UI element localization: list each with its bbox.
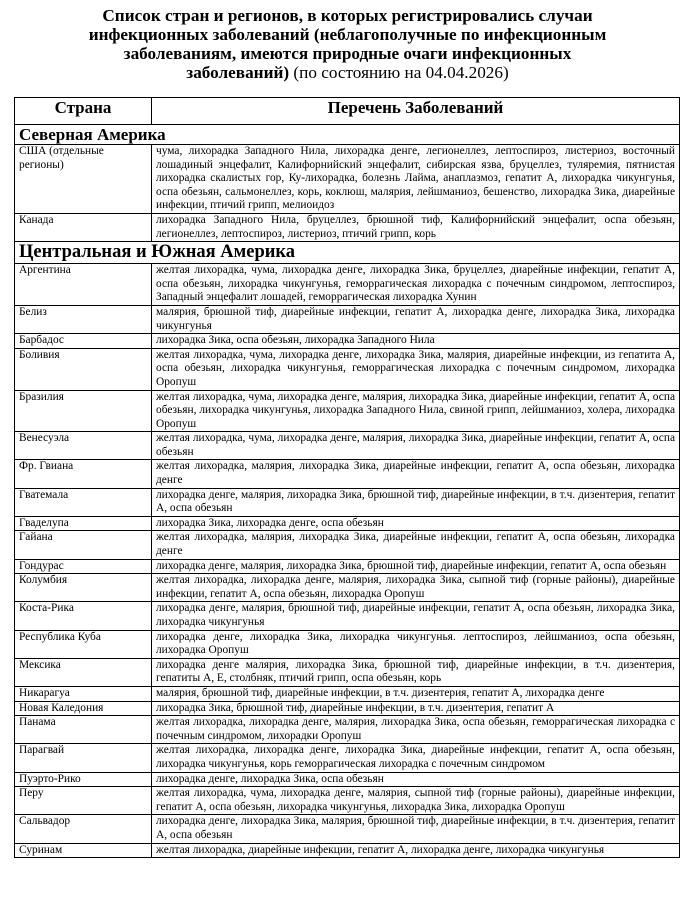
- diseases-cell: желтая лихорадка, чума, лихорадка денге, малярия, сыпной тиф (горные районы), диарейные инфекции, гепатит А, оспа обезьян, лихорадка чикунгунья, лихорадка Зика, лихорадка Оропуш: [152, 787, 680, 815]
- diseases-cell: лихорадка Западного Нила, бруцеллез, брюшной тиф, Калифорнийский энцефалит, оспа обезьян, легионеллез, лептоспироз, листериоз, птичий грипп, корь: [152, 213, 680, 241]
- title-line-1: Список стран и регионов, в которых регистрировались случаи: [102, 6, 593, 25]
- country-cell: Барбадос: [15, 334, 152, 349]
- diseases-cell: лихорадка денге, лихорадка Зика, оспа обезьян: [152, 772, 680, 787]
- country-cell: Венесуэла: [15, 432, 152, 460]
- diseases-cell: желтая лихорадка, чума, лихорадка денге, лихорадка Зика, малярия, диарейные инфекции, из гепатита А, оспа обезьян, лихорадка чикунгунья, геморрагическая лихорадка с почечным синдромом, лихорадка Оропуш: [152, 348, 680, 390]
- table-row: [15, 787, 680, 815]
- table-header-row: [15, 98, 680, 125]
- diseases-cell: чума, лихорадка Западного Нила, лихорадка денге, легионеллез, лептоспироз, листериоз, восточный лошадиный энцефалит, Калифорнийский энцефалит, сибирская язва, бруцеллез, туляремия, пятнистая лихорадка скалистых гор, Ку-лихорадка, болезнь Лайма, анаплазмоз, гепатит А, лихорадка чикунгунья, оспа обезьян, сальмонеллез, корь, коклюш, малярия, лейшманиоз, бешенство, лихорадка Зика, диарейные инфекции, птичий грипп, мелиоидоз: [152, 145, 680, 214]
- country-cell: Аргентина: [15, 264, 152, 306]
- diseases-cell: лихорадка денге, малярия, лихорадка Зика, брюшной тиф, диарейные инфекции, гепатит А, оспа обезьян: [152, 559, 680, 574]
- table-row: [15, 744, 680, 772]
- country-cell: Колумбия: [15, 574, 152, 602]
- table-row: [15, 334, 680, 349]
- country-cell: Боливия: [15, 348, 152, 390]
- table-row: [15, 658, 680, 686]
- country-cell: Мексика: [15, 658, 152, 686]
- country-cell: Перу: [15, 787, 152, 815]
- table-row: [15, 264, 680, 306]
- country-cell: Гондурас: [15, 559, 152, 574]
- country-cell: Фр. Гвиана: [15, 460, 152, 488]
- country-cell: Парагвай: [15, 744, 152, 772]
- table-row: [15, 815, 680, 843]
- table-row: [15, 630, 680, 658]
- diseases-cell: желтая лихорадка, лихорадка денге, лихорадка Зика, диарейные инфекции, гепатит А, оспа обезьян, лихорадка чикунгунья, корь геморрагическая лихорадка с почечным синдромом: [152, 744, 680, 772]
- table-row: [15, 460, 680, 488]
- diseases-cell: лихорадка денге малярия, лихорадка Зика, брюшной тиф, диарейные инфекции, в т.ч. дизентерия, гепатиты А, Е, столбняк, птичий грипп, оспа обезьян, корь: [152, 658, 680, 686]
- table-row: [15, 602, 680, 630]
- country-cell: Гваделупа: [15, 516, 152, 531]
- country-cell: Канада: [15, 213, 152, 241]
- diseases-cell: лихорадка Зика, брюшной тиф, диарейные инфекции, в т.ч. дизентерия, гепатит А: [152, 701, 680, 716]
- table-row: [15, 574, 680, 602]
- table-row: [15, 686, 680, 701]
- table-row: [15, 390, 680, 432]
- diseases-cell: малярия, брюшной тиф, диарейные инфекции, в т.ч. дизентерия, гепатит А, лихорадка денге: [152, 686, 680, 701]
- diseases-cell: желтая лихорадка, диарейные инфекции, гепатит А, лихорадка денге, лихорадка чикунгунья: [152, 843, 680, 858]
- table-row: [15, 145, 680, 214]
- table-row: [15, 843, 680, 858]
- table-row: [15, 559, 680, 574]
- table-row: [15, 716, 680, 744]
- diseases-cell: желтая лихорадка, лихорадка денге, малярия, лихорадка Зика, оспа обезьян, геморрагическая лихорадка с почечным синдромом, лихорадки Оропуш: [152, 716, 680, 744]
- header-diseases: Перечень Заболеваний: [152, 98, 680, 125]
- diseases-cell: желтая лихорадка, чума, лихорадка денге, малярия, лихорадка Зика, диарейные инфекции, гепатит А, оспа обезьян: [152, 432, 680, 460]
- diseases-cell: желтая лихорадка, малярия, лихорадка Зика, диарейные инфекции, гепатит А, оспа обезьян, лихорадка денге: [152, 460, 680, 488]
- diseases-cell: желтая лихорадка, лихорадка денге, малярия, лихорадка Зика, сыпной тиф (горные районы), диарейные инфекции, гепатит А, оспа обезьян, лихорадка Оропуш: [152, 574, 680, 602]
- document-title: [0, 6, 695, 82]
- section-north-america: Северная Америка: [15, 125, 680, 145]
- country-cell: Панама: [15, 716, 152, 744]
- diseases-cell: лихорадка денге, лихорадка Зика, малярия, брюшной тиф, диарейные инфекции, в т.ч. дизентерия, гепатит А, оспа обезьян: [152, 815, 680, 843]
- country-cell: Республика Куба: [15, 630, 152, 658]
- country-cell: Суринам: [15, 843, 152, 858]
- table-row: [15, 772, 680, 787]
- diseases-cell: лихорадка денге, малярия, брюшной тиф, диарейные инфекции, гепатит А, оспа обезьян, лихорадка Зика, лихорадка чикунгунья: [152, 602, 680, 630]
- section-row: [15, 125, 680, 145]
- country-cell: Сальвадор: [15, 815, 152, 843]
- country-cell: Гватемала: [15, 488, 152, 516]
- country-cell: Пуэрто-Рико: [15, 772, 152, 787]
- diseases-cell: лихорадка денге, лихорадка Зика, лихорадка чикунгунья. лептоспироз, лейшманиоз, оспа обезьян, лихорадка Оропуш: [152, 630, 680, 658]
- table-row: [15, 305, 680, 333]
- title-line-2: инфекционных заболеваний (неблагополучные по инфекционным: [88, 25, 607, 44]
- table-row: [15, 701, 680, 716]
- header-country: Страна: [15, 98, 152, 125]
- country-cell: Коста-Рика: [15, 602, 152, 630]
- title-line-3: заболеваниям, имеются природные очаги инфекционных: [123, 44, 572, 63]
- title-date-note: (по состоянию на 04.04.2026): [293, 63, 509, 82]
- table-row: [15, 432, 680, 460]
- disease-countries-table: [14, 97, 680, 858]
- diseases-cell: лихорадка денге, малярия, лихорадка Зика, брюшной тиф, диарейные инфекции, в т.ч. дизентерия, гепатит А, оспа обезьян: [152, 488, 680, 516]
- country-cell: Новая Каледония: [15, 701, 152, 716]
- diseases-cell: лихорадка Зика, лихорадка денге, оспа обезьян: [152, 516, 680, 531]
- country-cell: Никарагуа: [15, 686, 152, 701]
- section-central-south-america: Центральная и Южная Америка: [15, 242, 680, 264]
- country-cell: Бразилия: [15, 390, 152, 432]
- table-row: [15, 516, 680, 531]
- table-row: [15, 531, 680, 559]
- country-cell: Белиз: [15, 305, 152, 333]
- table-row: [15, 488, 680, 516]
- title-line-4: заболеваний): [186, 63, 290, 82]
- section-row: [15, 242, 680, 264]
- diseases-cell: желтая лихорадка, чума, лихорадка денге, лихорадка Зика, бруцеллез, диарейные инфекции, гепатит А, оспа обезьян, лихорадка чикунгунья, геморрагическая лихорадка с почечным синдромом, лептоспироз, Западный энцефалит лошадей, геморрагическая лихорадка Хунин: [152, 264, 680, 306]
- table-row: [15, 348, 680, 390]
- table-row: [15, 213, 680, 241]
- country-cell: США (отдельные регионы): [15, 145, 152, 214]
- diseases-cell: лихорадка Зика, оспа обезьян, лихорадка Западного Нила: [152, 334, 680, 349]
- diseases-cell: желтая лихорадка, чума, лихорадка денге, малярия, лихорадка Зика, диарейные инфекции, гепатит А, оспа обезьян, лихорадка чикунгунья, лихорадка Западного Нила, свиной грипп, лейшманиоз, холера, лихорадка Оропуш: [152, 390, 680, 432]
- diseases-cell: желтая лихорадка, малярия, лихорадка Зика, диарейные инфекции, гепатит А, оспа обезьян, лихорадка денге: [152, 531, 680, 559]
- country-cell: Гайана: [15, 531, 152, 559]
- diseases-cell: малярия, брюшной тиф, диарейные инфекции, гепатит А, лихорадка денге, лихорадка Зика, лихорадка чикунгунья: [152, 305, 680, 333]
